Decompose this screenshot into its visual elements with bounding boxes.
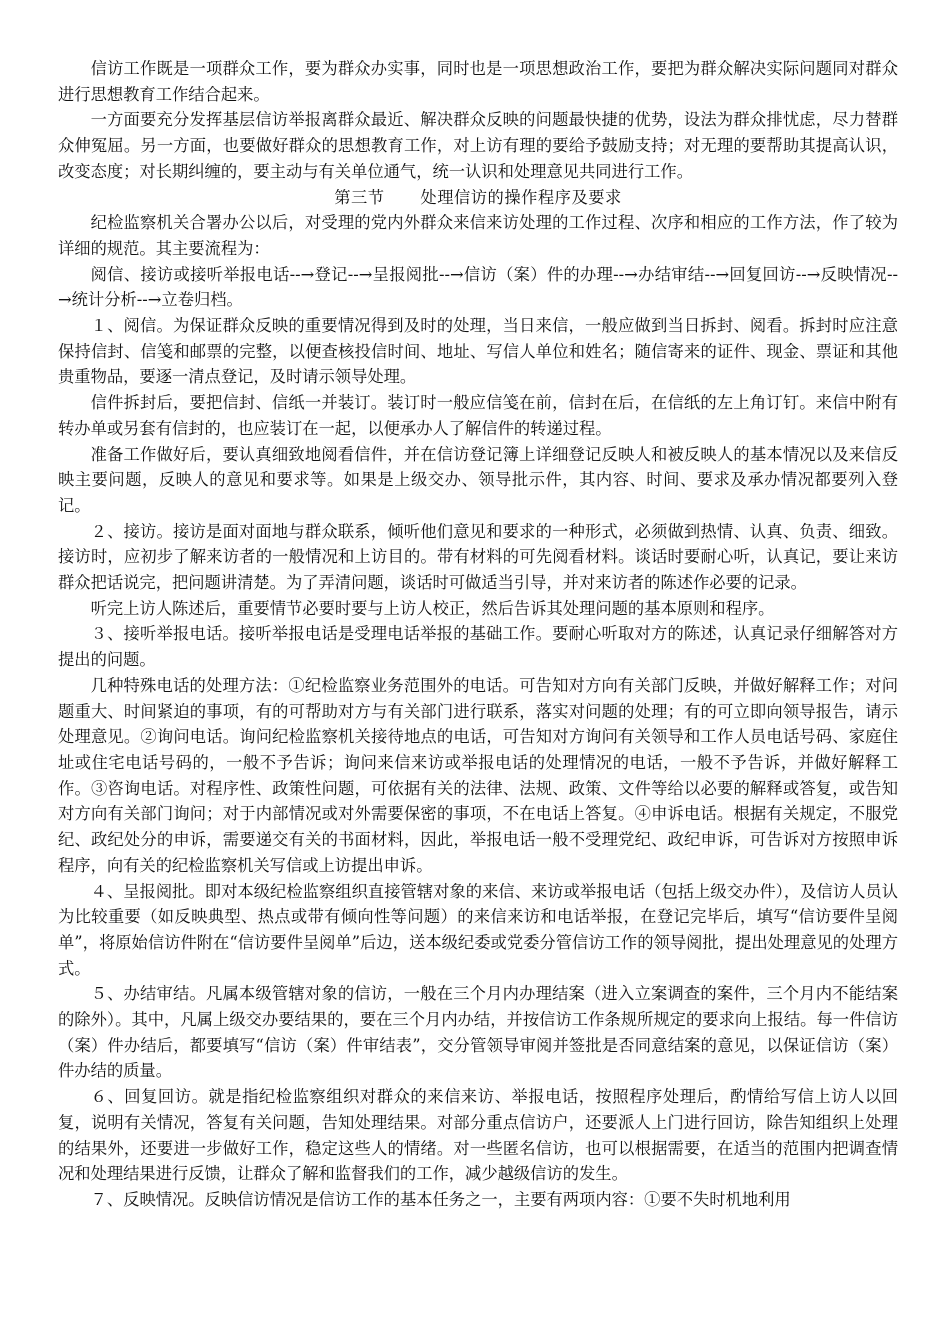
paragraph-case-closing: ５、办结审结。凡属本级管辖对象的信访，一般在三个月内办理结案（进入立案调查的案件，三个月内不能结案的除外）。其中，凡属上级交办要结果的，要在三个月内办结，并按信访工作条规所规定的要求向上报结。每一件信访（案）件办结后，都要填写“信访（案）件审结表”，交分管领导审阅并签批是否同意结案的意见，以保证信访（案）件办结的质量。 (58, 984, 898, 1081)
paragraph-receiving-visits: ２、接访。接访是面对面地与群众联系，倾听他们意见和要求的一种形式，必须做到热情、认真、负责、细致。接访时，应初步了解来访者的一般情况和上访目的。带有材料的可先阅看材料。谈话时要耐心听，认真记，要让来访群众把话说完，把问题讲清楚。为了弄清问题，谈话时可做适当引导，并对来访者的陈述作必要的记录。 (58, 521, 898, 593)
paragraph-binding-letters: 信件拆封后，要把信封、信纸一并装订。装订时一般应信笺在前，信封在后，在信纸的左上角订钉。来信中附有转办单或另套有信封的，也应装订在一起，以便承办人了解信件的转递过程。 (58, 393, 898, 438)
paragraph-special-calls: 几种特殊电话的处理方法：①纪检监察业务范围外的电话。可告知对方向有关部门反映，并做好解释工作；对问题重大、时间紧迫的事项，有的可帮助对方与有关部门进行联系，落实对问题的处理；有的可立即向领导报告，请示处理意见。②询问电话。询问纪检监察机关接待地点的电话，可告知对方询问有关领导和工作人员电话号码、家庭住址或住宅电话号码的，一般不予告诉；询问来信来访或举报电话的处理情况的电话，一般不予告诉，并做好解释工作。③咨询电话。对程序性、政策性问题，可依据有关的法律、法规、政策、文件等给以必要的解释或答复，或告知对方向有关部门询问；对于内部情况或对外需要保密的事项，不在电话上答复。④申诉电话。根据有关规定，不服党纪、政纪处分的申诉，需要递交有关的书面材料，因此，举报电话一般不受理党纪、政纪申诉，可告诉对方按照申诉程序，向有关的纪检监察机关写信或上访提出申诉。 (58, 675, 898, 875)
paragraph-reading-letters: １、阅信。为保证群众反映的重要情况得到及时的处理，当日来信，一般应做到当日拆封、阅看。拆封时应注意保持信封、信笺和邮票的完整，以便查核投信时间、地址、写信人单位和姓名；随信寄来的证件、现金、票证和其他贵重物品，要逐一清点登记，及时请示领导处理。 (58, 316, 898, 387)
section-heading (58, 185, 898, 211)
intro-paragraph-1: 信访工作既是一项群众工作，要为群众办实事，同时也是一项思想政治工作，要把为群众解决实际问题同对群众进行思想教育工作结合起来。 (58, 59, 898, 104)
paragraph-after-visit: 听完上访人陈述后，重要情节必要时要与上访人校正，然后告诉其处理问题的基本原则和程序。 (90, 598, 775, 618)
paragraph-report-calls: ３、接听举报电话。接听举报电话是受理电话举报的基础工作。要耐心听取对方的陈述，认真记录仔细解答对方提出的问题。 (58, 624, 898, 670)
section-number: 第三节 (334, 187, 385, 207)
paragraph-report-situation: ７、反映情况。反映信访情况是信访工作的基本任务之一，主要有两项内容：①要不失时机地利用 (90, 1189, 791, 1209)
paragraph-overview: 纪检监察机关合署办公以后，对受理的党内外群众来信来访处理的工作过程、次序和相应的工作方法，作了较为详细的规范。其主要流程为： (58, 213, 898, 258)
intro-paragraph-2: 一方面要充分发挥基层信访举报离群众最近、解决群众反映的问题最快捷的优势，设法为群众排忧虑，尽力替群众伸冤屈。另一方面，也要做好群众的思想教育工作，对上访有理的要给予鼓励支持；对无理的要帮助其提高认识，改变态度；对长期纠缠的，要主动与有关单位通气，统一认识和处理意见共同进行工作。 (58, 110, 898, 181)
paragraph-registration: 准备工作做好后，要认真细致地阅看信件，并在信访登记簿上详细登记反映人和被反映人的基本情况以及来信反映主要问题，反映人的意见和要求等。如果是上级交办、领导批示件，其内容、时间、要求及承办情况都要列入登记。 (58, 444, 898, 515)
section-title-text: 处理信访的操作程序及要求 (420, 187, 622, 207)
paragraph-submit-review: ４、呈报阅批。即对本级纪检监察组织直接管辖对象的来信、来访或举报电话（包括上级交办件），及信访人员认为比较重要（如反映典型、热点或带有倾向性等问题）的来信来访和电话举报，在登记完毕后，填写“信访要件呈阅单”，将原始信访件附在“信访要件呈阅单”后边，送本级纪委或党委分管信访工作的领导阅批，提出处理意见的处理方式。 (58, 881, 898, 978)
paragraph-reply-revisit: ６、回复回访。就是指纪检监察组织对群众的来信来访、举报电话，按照程序处理后，酌情给写信上访人以回复，说明有关情况，答复有关问题，告知处理结果。对部分重点信访户，还要派人上门进行回访，除告知组织上处理的结果外，还要进一步做好工作，稳定这些人的情绪。对一些匿名信访，也可以根据需要，在适当的范围内把调查情况和处理结果进行反馈，让群众了解和监督我们的工作，减少越级信访的发生。 (58, 1087, 898, 1184)
paragraph-process-flow: 阅信、接访或接听举报电话--→登记--→呈报阅批--→信访（案）件的办理--→办结审结--→回复回访--→反映情况--→统计分析--→立卷归档。 (58, 264, 898, 310)
